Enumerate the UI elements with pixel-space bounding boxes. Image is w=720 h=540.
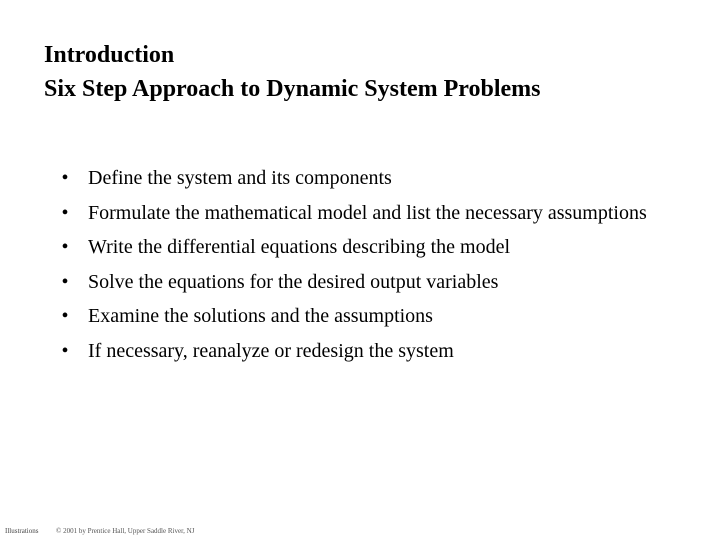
bullet-text: Write the differential equations describing the model	[88, 236, 511, 258]
bullet-marker: •	[61, 167, 69, 189]
bullet-text: Define the system and its components	[88, 167, 392, 189]
bullet-item	[58, 161, 678, 196]
bullet-marker: •	[61, 270, 69, 293]
slide-footer	[5, 526, 195, 536]
bullet-text: If necessary, reanalyze or redesign the system	[88, 339, 454, 362]
bullet-item	[58, 299, 678, 334]
slide-title-line-1: Introduction	[44, 42, 175, 68]
bullet-item	[58, 196, 678, 231]
bullet-marker: •	[61, 339, 69, 362]
bullet-text: Formulate the mathematical model and list the necessary assumptions	[88, 201, 647, 224]
bullet-list	[58, 161, 678, 368]
bullet-text: Examine the solutions and the assumptions	[88, 305, 433, 327]
slide-title	[44, 38, 684, 106]
bullet-text: Solve the equations for the desired output variables	[88, 270, 499, 293]
bullet-marker: •	[61, 201, 69, 224]
slide-title-line-2: Six Step Approach to Dynamic System Problems	[44, 76, 541, 102]
bullet-marker: •	[61, 305, 69, 327]
bullet-marker: •	[61, 236, 69, 258]
bullet-item	[58, 265, 678, 300]
bullet-item	[58, 334, 678, 369]
bullet-item	[58, 230, 678, 265]
footer-copyright: © 2001 by Prentice Hall, Upper Saddle River, NJ	[56, 527, 195, 535]
footer-label: Illustrations	[5, 527, 39, 535]
